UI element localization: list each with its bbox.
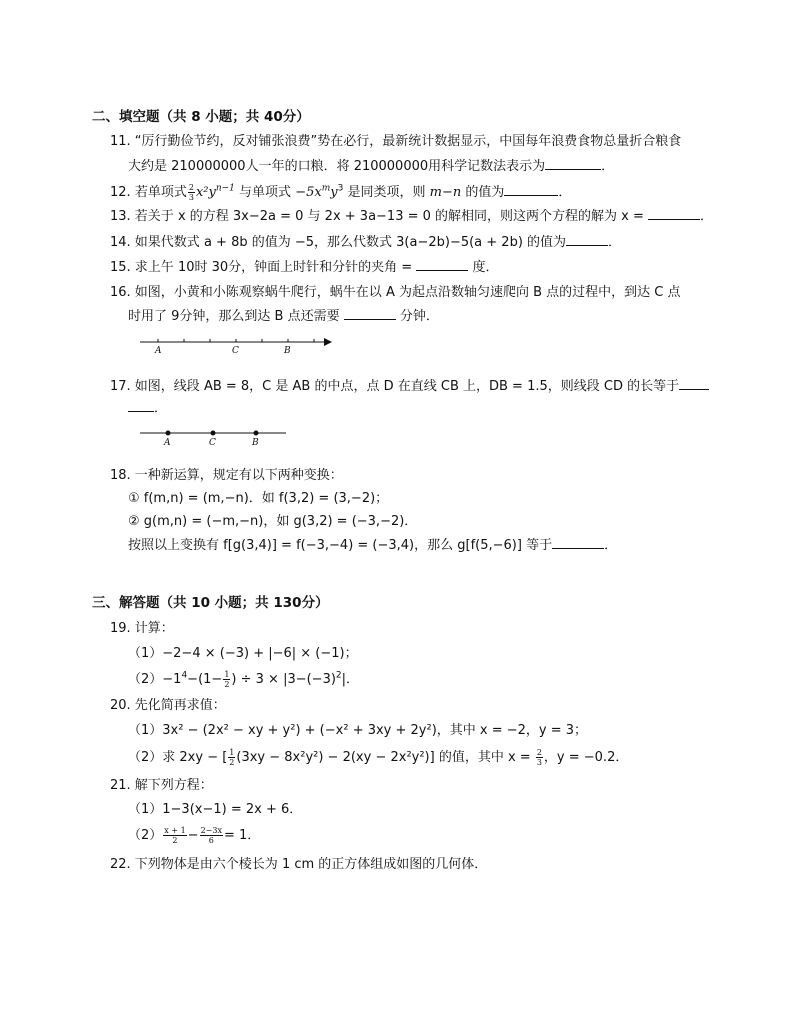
question-15: [110, 259, 498, 277]
q12-mid: 与单项式: [239, 185, 292, 200]
q20-2c: ，y = −0.2．: [543, 750, 629, 765]
fig16-label-C: C: [232, 346, 239, 356]
q19-2d: |．: [341, 672, 360, 687]
q20-x-num: 2: [536, 748, 542, 757]
question-19-part1: （1）−2−4 × (−3) + |−6| × (−1)；: [128, 646, 358, 661]
q12-answer-blank[interactable]: [504, 195, 558, 196]
question-18-line2: ① f(m,n) = (m,−n)．如 f(3,2) = (3,−2)；: [128, 491, 389, 506]
q15-text: 15. 求上午 10时 30分，钟面上时针和分针的夹角 =: [110, 260, 413, 275]
q19-frac-den: 2: [224, 680, 230, 689]
question-21-part2: [128, 826, 260, 845]
q19-fraction: [223, 670, 230, 689]
q11-text: 大约是 210000000人一年的口粮．将 210000000用科学记数法表示为: [128, 159, 546, 174]
q17-answer-blank-1[interactable]: [679, 389, 709, 390]
section-title-answer: 三、解答题（共 10 小题；共 130分）: [92, 595, 329, 611]
q21-f2-den: 6: [208, 836, 214, 845]
question-14: 14. 如果代数式 a + 8b 的值为 −5，那么代数式 3(a−2b)−5(a + 2b) 的值为 ．: [110, 235, 622, 250]
q21-f2-num: 2−3x: [200, 826, 222, 835]
fig17-label-B: B: [252, 438, 259, 448]
q11-end: ．: [601, 159, 615, 174]
question-18-line1: 18. 一种新运算，规定有以下两种变换：: [110, 468, 343, 483]
fig16-label-A: A: [155, 346, 162, 356]
fig17-label-C: C: [209, 438, 216, 448]
question-19: 19. 计算：: [110, 621, 174, 636]
question-17-line2: [128, 400, 167, 418]
question-16-line1: 16. 如图，小黄和小陈观察蜗牛爬行，蜗牛在以 A 为起点沿数轴匀速爬向 B 点的过程中，到达 C 点: [110, 285, 681, 300]
q20-half-num: 1: [229, 748, 235, 757]
question-21: 21. 解下列方程：: [110, 778, 213, 793]
q21-f1-den: 2: [172, 836, 178, 845]
fig16-label-B: B: [284, 346, 291, 356]
q12-power-n1: n−1: [215, 183, 235, 194]
q13-text: 13. 若关于 x 的方程 3x−2a = 0 与 2x + 3a−13 = 0 的解相同，则这两个方程的解为 x =: [110, 209, 644, 224]
q21-fraction-2: [200, 826, 223, 845]
question-20-part1: （1）3x² − (2x² − xy + y²) + (−x² + 3xy + 2y²)，其中 x = −2，y = 3；: [128, 723, 588, 738]
q19-power-4: 4: [181, 670, 188, 681]
q12-mono2: −5x: [295, 185, 322, 200]
q18-text: 按照以上变换有 f[g(3,4)] = f(−3,−4) = (−3,4)，那么 g[f(5,−6)] 等于: [128, 538, 553, 553]
q21-2b: −: [187, 828, 199, 843]
question-21-part1: （1）1−3(x−1) = 2x + 6．: [128, 802, 303, 817]
q18-answer-blank[interactable]: [552, 548, 604, 549]
figure-16-number-line: [136, 334, 336, 356]
question-18-line4: [128, 537, 617, 555]
question-22: 22. 下列物体是由六个棱长为 1 cm 的正方体组成如图的几何体．: [110, 857, 488, 872]
q21-2a: （2）: [128, 828, 163, 843]
q16-unit: 分钟．: [399, 309, 439, 324]
q20-half-den: 2: [229, 758, 235, 767]
q20-x-den: 3: [536, 758, 542, 767]
question-18-line3: ② g(m,n) = (−m,−n)，如 g(3,2) = (−3,−2)．: [128, 514, 418, 529]
fig17-label-A: A: [164, 438, 171, 448]
q19-2a: （2）−1: [128, 672, 182, 687]
question-13: 13. 若关于 x 的方程 3x−2a = 0 与 2x + 3a−13 = 0 的解相同，则这两个方程的解为 x = ．: [110, 209, 714, 224]
question-12: 12. 若单项式 $\frac{2}{3}$ $x^2y^{n-1}$ 与单项式 $-5x^my^3$ 是同类项，则 m−n 的值为 ．: [110, 183, 572, 202]
q12-fraction: [188, 183, 195, 202]
q12-post: 是同类项，则: [347, 185, 426, 200]
q20-fraction-x: [536, 748, 543, 767]
q15-answer-blank[interactable]: [416, 270, 468, 271]
q17-answer-blank-2[interactable]: [128, 411, 154, 412]
q12-frac-num: 2: [188, 183, 194, 192]
question-11-line1: 11. “厉行勤俭节约，反对铺张浪费”势在必行，最新统计数据显示，中国每年浪费食物总量折合粮食: [110, 134, 682, 149]
q12-mn: m−n: [429, 185, 462, 200]
question-20-part2: [128, 748, 628, 767]
q20-fraction-half: [228, 748, 235, 767]
q12-num: 12.: [110, 185, 131, 200]
q19-2b: −(1−: [187, 672, 223, 687]
q14-answer-blank[interactable]: [566, 245, 608, 246]
q14-text: 14. 如果代数式 a + 8b 的值为 −5，那么代数式 3(a−2b)−5(a + 2b) 的值为: [110, 235, 567, 250]
q12-power-m: m: [321, 183, 331, 194]
q19-frac-num: 1: [224, 670, 230, 679]
q12-frac-den: 3: [188, 193, 194, 202]
question-19-part2: [128, 670, 359, 689]
q12-pre: 若单项式: [134, 185, 187, 200]
question-20: 20. 先化简再求值：: [110, 698, 226, 713]
q12-power-3: 3: [337, 183, 344, 194]
figure-17-segment: [136, 426, 296, 448]
q21-fraction-1: [163, 826, 186, 845]
q20-2b: (3xy − 8x²y²) − 2(xy − 2x²y²)] 的值，其中 x =: [236, 750, 531, 765]
q20-2a: （2）求 2xy − [: [128, 750, 228, 765]
q11-answer-blank[interactable]: [545, 169, 601, 170]
q19-power-2: 2: [335, 670, 342, 681]
q12-mono1: x²y: [195, 185, 216, 200]
q16-answer-blank[interactable]: [344, 319, 396, 320]
q21-2c: = 1．: [223, 828, 261, 843]
q18-end: ．: [604, 538, 618, 553]
question-11-line2: [128, 158, 614, 176]
q21-f1-num: x + 1: [164, 826, 186, 835]
question-16-line2: [128, 308, 439, 326]
question-17-line1: [110, 378, 709, 396]
q17-end: ．: [154, 401, 168, 416]
section-title-fill-in: 二、填空题（共 8 小题；共 40分）: [92, 109, 310, 125]
q19-2c: ) ÷ 3 × |3−(−3): [231, 672, 336, 687]
q12-mono2b: y: [330, 185, 338, 200]
q16-text: 时用了 9分钟，那么到达 B 点还需要: [128, 309, 340, 324]
q17-text: 17. 如图，线段 AB = 8，C 是 AB 的中点，点 D 在直线 CB 上，DB = 1.5，则线段 CD 的长等于: [110, 379, 680, 394]
q15-unit: 度．: [472, 260, 499, 275]
q12-end: 的值为: [465, 185, 505, 200]
q13-answer-blank[interactable]: [648, 219, 700, 220]
